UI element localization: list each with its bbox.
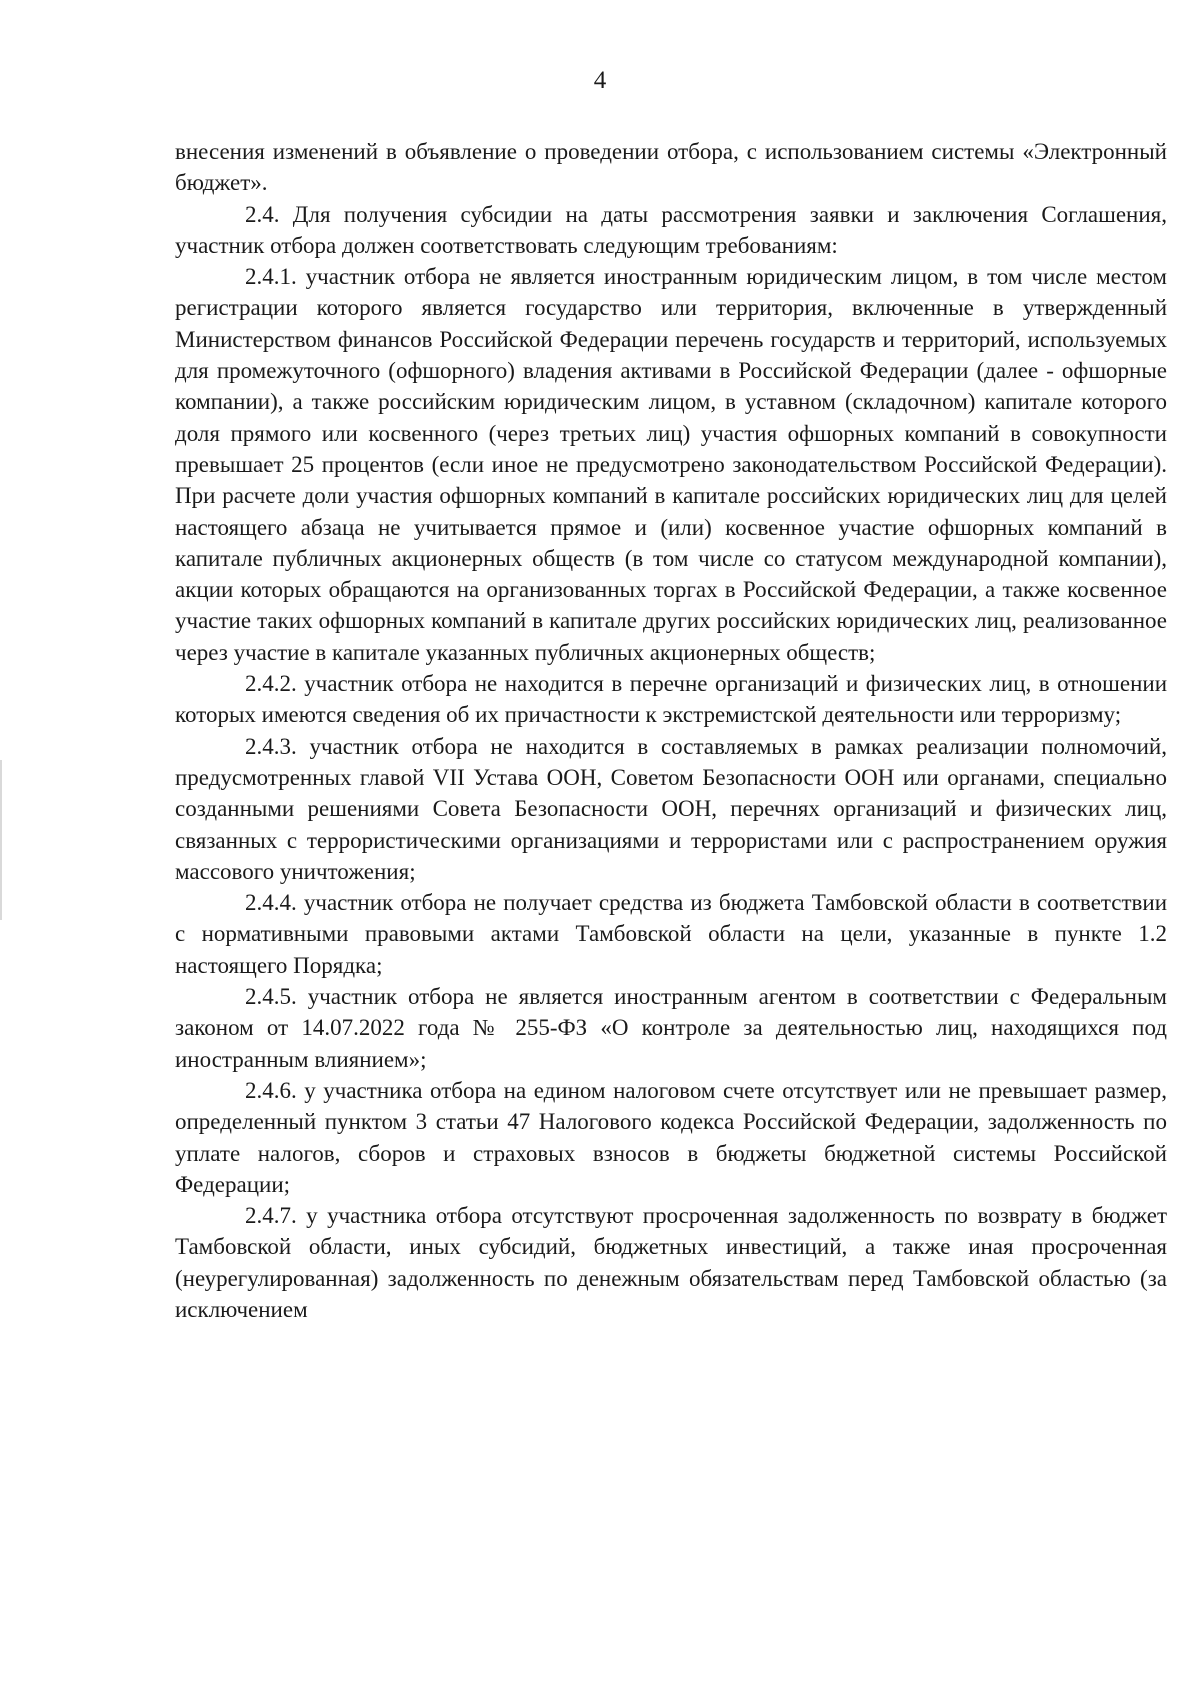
document-body: [175, 136, 1167, 1325]
paragraph-2-4-7: 2.4.7. у участника отбора отсутствуют просроченная задолженность по возврату в бюджет Тамбовской области, иных субсидий, бюджетных инвестиций, а также иная просроченная (неурегулированная) задолженность по денежным обязательствам перед Тамбовской областью (за исключением: [175, 1203, 1167, 1322]
paragraph-2-4: 2.4. Для получения субсидии на даты рассмотрения заявки и заключения Соглашения, участник отбора должен соответствовать следующим требованиям:: [175, 201, 1167, 258]
paragraph-2-4-6: 2.4.6. у участника отбора на едином налоговом счете отсутствует или не превышает размер, определенный пунктом 3 статьи 47 Налогового кодекса Российской Федерации, задолженность по уплате налогов, сборов и страховых взносов в бюджеты бюджетной системы Российской Федерации;: [175, 1077, 1167, 1197]
paragraph-2-4-1: 2.4.1. участник отбора не является иностранным юридическим лицом, в том числе местом регистрации которого является государство или территория, включенные в утвержденный Министерством финансов Российской Федерации перечень государств и территорий, используемых для промежуточного (офшорного) владения активами в Российской Федерации (далее - офшорные компании), а также российским юридическим лицом, в уставном (складочном) капитале которого доля прямого или косвенного (через третьих лиц) участия офшорных компаний в совокупности превышает 25 процентов (если иное не предусмотрено законодательством Российской Федерации). При расчете доли участия офшорных компаний в капитале российских юридических лиц для целей настоящего абзаца не учитывается прямое и (или) косвенное участие офшорных компаний в капитале публичных акционерных обществ (в том числе со статусом международной компании), акции которых обращаются на организованных торгах в Российской Федерации, а также косвенное участие таких офшорных компаний в капитале других российских юридических лиц, реализованное через участие в капитале указанных публичных акционерных обществ;: [175, 264, 1167, 665]
paragraph-2-4-3: 2.4.3. участник отбора не находится в составляемых в рамках реализации полномочий, предусмотренных главой VII Устава ООН, Советом Безопасности ООН или органами, специально созданными решениями Совета Безопасности ООН, перечнях организаций и физических лиц, связанных с террористическими организациями и террористами или с распространением оружия массового уничтожения;: [175, 733, 1167, 884]
scan-edge-mark: [0, 760, 2, 920]
paragraph-2-4-5: 2.4.5. участник отбора не является иностранным агентом в соответствии с Федеральным законом от 14.07.2022 года № 255-ФЗ «О контроле за деятельностью лиц, находящихся под иностранным влиянием»;: [175, 984, 1167, 1072]
page-number: 4: [593, 67, 607, 94]
paragraph-2-4-2: 2.4.2. участник отбора не находится в перечне организаций и физических лиц, в отношении которых имеются сведения об их причастности к экстремистской деятельности или терроризму;: [175, 671, 1167, 728]
paragraph-continuation: внесения изменений в объявление о проведении отбора, с использованием системы «Электронный бюджет».: [175, 139, 1167, 196]
paragraph-2-4-4: 2.4.4. участник отбора не получает средства из бюджета Тамбовской области в соответствии с нормативными правовыми актами Тамбовской области на цели, указанные в пункте 1.2 настоящего Порядка;: [175, 890, 1167, 978]
